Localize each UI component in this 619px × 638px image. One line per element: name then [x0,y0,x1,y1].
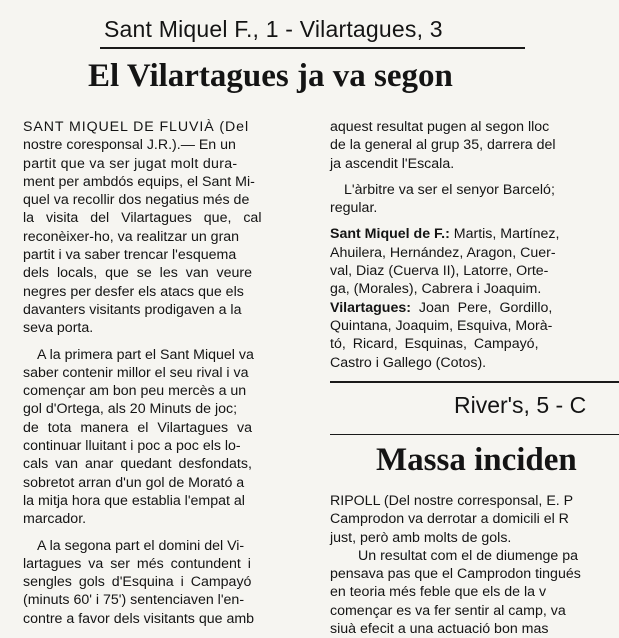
text-line: val, Diaz (Cuerva II), Latorre, Orte- [330,263,549,280]
text-line: continuar lluitant i poc a poc els lo- [23,438,241,455]
text-line: cals van anar quedant desfondats, [23,456,252,473]
text-line: siuà efecit a una actuació bon mas [330,621,549,638]
text-line: reconèixer-ho, va realitzar un gran [23,228,240,245]
text-line: dels locals, que se les van veure [23,265,253,282]
section-rule [330,381,619,383]
article2-headline: Massa inciden [376,442,577,478]
text-line: tó, Ricard, Esquinas, Campayó, [330,336,539,353]
kicker-rule [330,434,619,435]
paragraph-2 [23,346,313,529]
kicker-rule [100,47,525,49]
text-line: seva porta. [23,320,94,337]
article-kicker: Sant Miquel F., 1 - Vilartagues, 3 [104,16,443,42]
text-line: gol d'Ortega, als 20 Minuts de joc; [23,401,238,418]
text-fragment: Martis, Martínez, [449,226,560,243]
text-line: ga, (Morales), Cabrera i Joaquim. [330,281,542,298]
text-line: començar am bon peu mercès a un [23,383,247,400]
lineup-home-label: Sant Miquel de F.: [330,226,450,243]
text-line: contre a favor dels visitants que amb [23,610,255,627]
text-line: de tota manera el Vilartagues va [23,419,253,436]
text-line: pensava pas que el Camprodon tingués [330,566,581,583]
text-line [330,225,610,243]
text-line: SANT MIQUEL DE FLUVIÀ (Del [23,119,250,135]
text-line: Quintana, Joaquim, Esquiva, Morà- [330,317,553,334]
text-line: Camprodon va derrotar a domicili el R [330,511,569,528]
text-line: quel va recollir dos negatius més de [23,192,250,209]
text-line: sengles gols d'Esquina i Campayó [23,574,252,591]
text-line: negres per desfer els atacs que els [23,283,244,300]
paragraph-6 [330,492,619,547]
lineup-away-label: Vilartagues: [330,299,411,316]
paragraph-5 [330,181,610,218]
text-line: la visita del Vilartagues que, cal [23,210,262,227]
text-line: aquest resultat pugen al segon lloc [330,119,550,135]
article-left-column [23,118,313,628]
text-line: Un resultat com el de diumenge pa [358,547,579,564]
text-line: saber contenir millor el seu rival i va [23,364,249,381]
text-line: nostre coresponsal J.R.).— En un [23,137,236,154]
text-line: (minuts 60' i 75') sentenciaven l'en- [23,592,245,609]
text-line: Ahuilera, Hernández, Aragon, Cuer- [330,244,556,261]
text-line: començar es va fer sentir al camp, va [330,602,566,619]
text-line: A la primera part el Sant Miquel va [37,346,254,363]
text-line [330,299,610,317]
text-line: partit i va saber trencar l'esquema [23,247,237,264]
paragraph-4 [330,118,610,173]
text-line: ment per ambdós equips, el Sant Mi- [23,173,255,190]
text-line: ja ascendit l'Escala. [330,155,455,172]
article-headline: El Vilartagues ja va segon [88,58,453,94]
text-line: lartagues va ser més contundent i [23,555,251,572]
lineup-away [330,299,610,372]
text-line: davanters visitants prodigaven a la [23,301,242,318]
article2-column [330,492,619,638]
text-line: en teoria més feble que els de la v [330,584,547,601]
text-line: L'àrbitre va ser el senyor Barceló; [344,181,555,198]
text-line: partit que va ser jugat molt dura- [23,155,238,172]
text-line: A la segona part el domini del Vi- [37,537,245,554]
text-line: regular. [330,200,378,217]
text-line: RIPOLL (Del nostre corresponsal, E. P [330,493,574,509]
text-line: Castro i Gallego (Cotos). [330,354,487,371]
paragraph-7 [330,547,619,638]
text-line: la mitja hora que establia l'empat al [23,492,245,509]
text-line: de la general al grup 35, darrera del [330,137,556,154]
paragraph-1 [23,118,313,338]
text-fragment: Joan Pere, Gordillo, [410,299,553,316]
lineup-home [330,225,610,298]
paragraph-3 [23,537,313,628]
article-right-column [330,118,610,372]
text-line: marcador. [23,511,87,528]
article2-kicker: River's, 5 - C [454,392,587,418]
text-line: just, però amb molts de gols. [330,529,512,546]
text-line: sobretot arran d'un gol de Morató a [23,474,245,491]
